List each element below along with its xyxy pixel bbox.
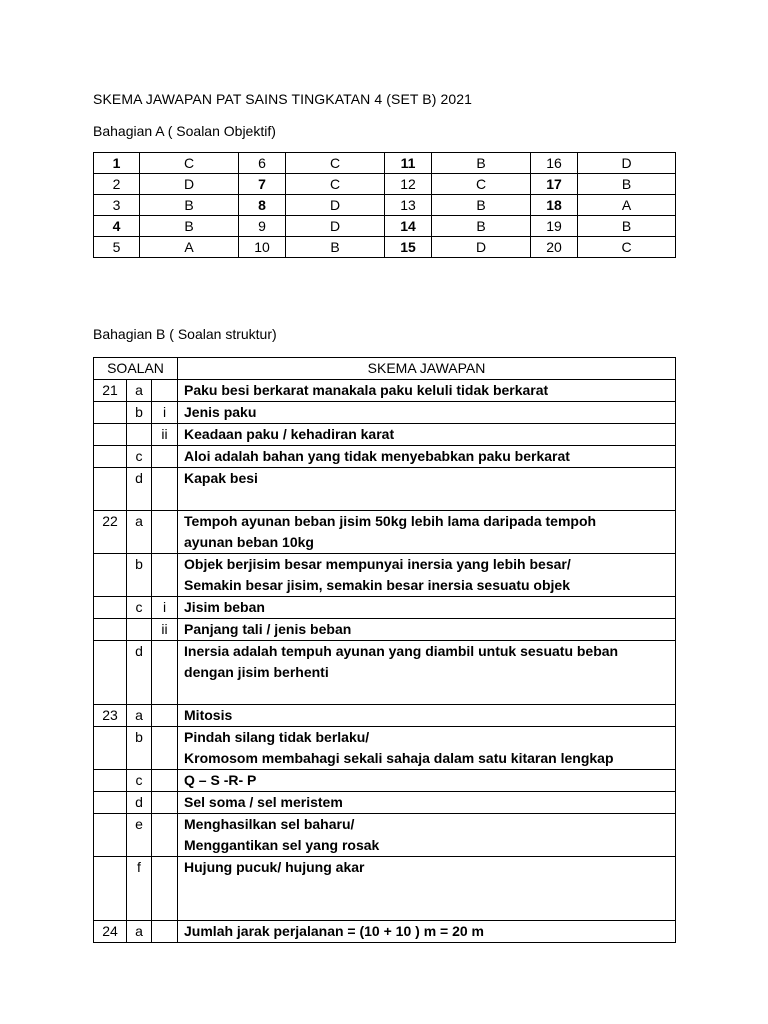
answer-letter: B: [432, 153, 531, 174]
table-row: [94, 195, 676, 216]
question-part: [127, 619, 152, 641]
question-subpart: [152, 554, 178, 597]
question-number: 11: [385, 153, 432, 174]
answer-line: Sel soma / sel meristem: [184, 794, 343, 810]
answer-line: Kromosom membahagi sekali sahaja dalam satu kitaran lengkap: [184, 750, 614, 766]
question-part: d: [127, 468, 152, 511]
answer-text: [178, 641, 676, 705]
question-part: f: [127, 857, 152, 921]
question-number: 23: [94, 705, 127, 727]
question-number: 5: [94, 237, 140, 258]
answer-line: Tempoh ayunan beban jisim 50kg lebih lama daripada tempoh: [184, 513, 597, 529]
table-header-row: [94, 358, 676, 380]
answer-line: Jenis paku: [184, 404, 257, 420]
document-title: SKEMA JAWAPAN PAT SAINS TINGKATAN 4 (SET B) 2021: [93, 91, 473, 107]
answer-letter: B: [140, 216, 239, 237]
question-part: [127, 424, 152, 446]
question-number: 13: [385, 195, 432, 216]
answer-text: [178, 792, 676, 814]
answer-text: [178, 619, 676, 641]
question-subpart: [152, 921, 178, 943]
question-part: b: [127, 402, 152, 424]
answer-letter: C: [432, 174, 531, 195]
question-subpart: [152, 511, 178, 554]
question-number: 14: [385, 216, 432, 237]
table-row: [94, 641, 676, 705]
table-row: [94, 424, 676, 446]
answer-letter: C: [286, 174, 385, 195]
table-row: [94, 554, 676, 597]
answer-text: [178, 770, 676, 792]
question-subpart: i: [152, 402, 178, 424]
answer-letter: D: [286, 216, 385, 237]
answer-line: Jumlah jarak perjalanan = (10 + 10 ) m = 20 m: [184, 923, 485, 939]
table-row: [94, 619, 676, 641]
question-number: 1: [94, 153, 140, 174]
answer-text: [178, 705, 676, 727]
answer-letter: B: [578, 174, 676, 195]
question-number: 15: [385, 237, 432, 258]
table-row: [94, 770, 676, 792]
question-number: [94, 619, 127, 641]
answer-line: Aloi adalah bahan yang tidak menyebabkan paku berkarat: [184, 448, 570, 464]
table-row: [94, 511, 676, 554]
question-number: [94, 402, 127, 424]
answer-text: [178, 921, 676, 943]
answer-text: [178, 727, 676, 770]
table-row: [94, 814, 676, 857]
answer-letter: B: [140, 195, 239, 216]
question-number: 3: [94, 195, 140, 216]
question-number: 6: [239, 153, 286, 174]
question-number: 7: [239, 174, 286, 195]
question-number: 12: [385, 174, 432, 195]
question-part: c: [127, 597, 152, 619]
answer-letter: B: [432, 195, 531, 216]
answer-line: Semakin besar jisim, semakin besar inersia sesuatu objek: [184, 577, 570, 593]
answer-letter: A: [578, 195, 676, 216]
table-row: [94, 705, 676, 727]
question-number: 2: [94, 174, 140, 195]
question-part: b: [127, 727, 152, 770]
answer-text: [178, 446, 676, 468]
question-subpart: [152, 705, 178, 727]
question-part: c: [127, 770, 152, 792]
question-part: d: [127, 792, 152, 814]
header-soalan: SOALAN: [94, 358, 178, 380]
answer-text: [178, 424, 676, 446]
question-number: [94, 792, 127, 814]
question-number: 9: [239, 216, 286, 237]
answer-text: [178, 814, 676, 857]
question-subpart: [152, 770, 178, 792]
table-row: [94, 468, 676, 511]
question-number: 20: [531, 237, 578, 258]
question-part: a: [127, 705, 152, 727]
answer-text: [178, 380, 676, 402]
answer-text: [178, 857, 676, 921]
table-row: [94, 380, 676, 402]
question-number: 10: [239, 237, 286, 258]
question-number: [94, 770, 127, 792]
question-subpart: [152, 380, 178, 402]
objective-answer-table: [93, 152, 676, 258]
question-part: a: [127, 921, 152, 943]
question-subpart: [152, 641, 178, 705]
question-subpart: [152, 727, 178, 770]
answer-line: Objek berjisim besar mempunyai inersia yang lebih besar/: [184, 556, 571, 572]
answer-line: Kapak besi: [184, 470, 258, 486]
answer-text: [178, 511, 676, 554]
question-subpart: ii: [152, 619, 178, 641]
table-row: [94, 727, 676, 770]
answer-text: [178, 554, 676, 597]
answer-letter: A: [140, 237, 239, 258]
question-number: [94, 554, 127, 597]
question-number: [94, 857, 127, 921]
answer-line: dengan jisim berhenti: [184, 664, 329, 680]
header-skema-jawapan: SKEMA JAWAPAN: [178, 358, 676, 380]
question-part: e: [127, 814, 152, 857]
question-number: [94, 814, 127, 857]
answer-line: Inersia adalah tempuh ayunan yang diambil untuk sesuatu beban: [184, 643, 619, 659]
table-row: [94, 597, 676, 619]
answer-line: Hujung pucuk/ hujung akar: [184, 859, 365, 875]
answer-letter: C: [578, 237, 676, 258]
answer-line: Panjang tali / jenis beban: [184, 621, 352, 637]
table-row: [94, 174, 676, 195]
answer-letter: B: [578, 216, 676, 237]
answer-letter: C: [286, 153, 385, 174]
question-subpart: [152, 814, 178, 857]
table-row: [94, 792, 676, 814]
table-row: [94, 153, 676, 174]
answer-line: Jisim beban: [184, 599, 265, 615]
question-subpart: i: [152, 597, 178, 619]
question-subpart: [152, 446, 178, 468]
question-number: 24: [94, 921, 127, 943]
answer-line: Keadaan paku / kehadiran karat: [184, 426, 395, 442]
answer-text: [178, 468, 676, 511]
question-number: 4: [94, 216, 140, 237]
answer-line: Paku besi berkarat manakala paku keluli tidak berkarat: [184, 382, 549, 398]
table-row: [94, 446, 676, 468]
answer-line: Pindah silang tidak berlaku/: [184, 729, 370, 745]
question-subpart: [152, 857, 178, 921]
question-number: [94, 424, 127, 446]
question-number: 8: [239, 195, 286, 216]
question-part: a: [127, 380, 152, 402]
section-a-heading: Bahagian A ( Soalan Objektif): [93, 123, 276, 139]
question-number: 17: [531, 174, 578, 195]
question-part: b: [127, 554, 152, 597]
answer-letter: D: [286, 195, 385, 216]
answer-text: [178, 597, 676, 619]
question-number: [94, 727, 127, 770]
answer-letter: B: [286, 237, 385, 258]
question-part: c: [127, 446, 152, 468]
answer-letter: D: [578, 153, 676, 174]
question-number: 21: [94, 380, 127, 402]
answer-line: ayunan beban 10kg: [184, 534, 314, 550]
table-row: [94, 237, 676, 258]
answer-letter: B: [432, 216, 531, 237]
answer-line: Q – S -R- P: [184, 772, 257, 788]
structured-answer-table: [93, 357, 676, 943]
question-number: [94, 597, 127, 619]
answer-letter: C: [140, 153, 239, 174]
question-number: [94, 641, 127, 705]
table-row: [94, 921, 676, 943]
table-row: [94, 402, 676, 424]
question-number: [94, 468, 127, 511]
answer-line: Menghasilkan sel baharu/: [184, 816, 355, 832]
answer-text: [178, 402, 676, 424]
question-number: 22: [94, 511, 127, 554]
answer-letter: D: [432, 237, 531, 258]
answer-line: Mitosis: [184, 707, 233, 723]
question-number: [94, 446, 127, 468]
answer-line: Menggantikan sel yang rosak: [184, 837, 380, 853]
question-part: a: [127, 511, 152, 554]
question-part: d: [127, 641, 152, 705]
table-row: [94, 216, 676, 237]
question-number: 19: [531, 216, 578, 237]
question-number: 18: [531, 195, 578, 216]
question-subpart: ii: [152, 424, 178, 446]
section-b-heading: Bahagian B ( Soalan struktur): [93, 326, 277, 342]
table-row: [94, 857, 676, 921]
answer-letter: D: [140, 174, 239, 195]
question-subpart: [152, 792, 178, 814]
question-number: 16: [531, 153, 578, 174]
question-subpart: [152, 468, 178, 511]
